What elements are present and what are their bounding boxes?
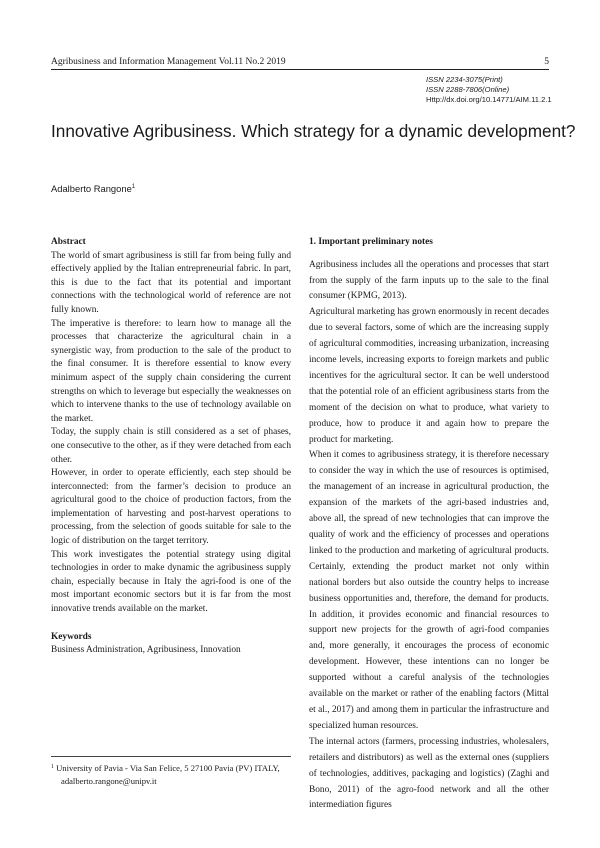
issn-online: ISSN 2288-7806(Online) xyxy=(426,85,510,94)
abstract-heading: Abstract xyxy=(51,237,86,247)
page-number: 5 xyxy=(544,57,549,67)
author-footnote-mark: 1 xyxy=(131,184,136,190)
left-column xyxy=(51,236,291,658)
body-paragraph: Agricultural marketing has grown enormously in recent decades due to several factors, some of which are the increasing supply of agricultural commodities, increasing urbanization, increasing income levels, increasing exports to foreign markets and public incentives for the agricultural sector. It can be well understood that the potential role of an efficient agribusiness starts from the moment of the decision on what to produce, what variety to produce, how to produce it and again how to prepare the product for marketing. xyxy=(309,307,550,445)
body-paragraph: When it comes to agribusiness strategy, it is therefore necessary to consider the way in which the use of resources is optimised, the management of an increase in agricultural production, the expansion of the markets of the agri-based industries and, above all, the spread of new technologies that can improve the quality of work and the efficiency of processes and operations linked to the production and marketing of agricultural products. Certainly, extending the product market not only within national borders but also outside the country helps to increase business opportunities and, therefore, the demand for products. In addition, it provides economic and financial resources to support new projects for the growth of agri-food companies and, more generally, it encourages the process of economic development. However, these intentions can no longer be supported without a careful analysis of the technologies available on the market or rather of the enabling factors (Mittal et al., 2017) and among them in particular the infrastructure and specialized human resources. xyxy=(309,450,549,731)
section-heading: 1. Important preliminary notes xyxy=(309,237,433,247)
abstract-paragraph: The world of smart agribusiness is still far from being fully and effectively applied by the Italian entrepreneurial fabric. In part, this is due to the fact that its potential and important connections with the technological world of reference are not fully known. xyxy=(51,250,291,315)
author-name: Adalberto Rangone xyxy=(51,183,132,194)
body-paragraph: Agribusiness includes all the operations and processes that start from the supply of the farm inputs up to the sale to the final consumer (KPMG, 2013). xyxy=(309,259,549,302)
footnote-mark: 1 xyxy=(51,764,54,770)
abstract-paragraph: This work investigates the potential strategy using digital technologies in order to make dynamic the agribusiness supply chain, especially because in Italy the agri-food is one of the most important economic sectors but it is far from the most innovative trends available on the market. xyxy=(51,549,291,615)
footnote-email[interactable]: adalberto.rangone@unipv.it xyxy=(61,776,157,786)
footnote-rule xyxy=(51,756,291,757)
keywords-text: Business Administration, Agribusiness, Innovation xyxy=(51,645,241,656)
issn-block xyxy=(426,75,552,105)
right-column xyxy=(309,236,549,814)
doi-link[interactable]: Http://dx.doi.org/10.14771/AIM.11.2.1 xyxy=(426,95,552,104)
journal-name: Agribusiness and Information Management Vol.11 No.2 2019 xyxy=(51,57,286,67)
author xyxy=(51,183,135,194)
keywords-heading: Keywords xyxy=(51,631,92,642)
abstract-paragraph: The imperative is therefore: to learn how to manage all the processes that characterize the agricultural chain in a synergistic way, from production to the sale of the product to the final consumer. It is therefore essential to know every minimum aspect of the supply chain considering the current strengths on which to leverage but especially the weaknesses on which to intervene thanks to the use of technology available on the market. xyxy=(51,318,291,424)
body-paragraph: The internal actors (farmers, processing industries, wholesalers, retailers and distributors) as well as the external ones (suppliers of technologies, additives, packaging and logistics) (Zaghi and Bono, 2011) of the agro-food network and all the other intermediation figures xyxy=(309,736,549,811)
footnote xyxy=(51,761,295,788)
abstract-paragraph: Today, the supply chain is still considered as a set of phases, one consecutive to the other, as if they were detached from each other. xyxy=(51,427,291,465)
header-rule xyxy=(51,69,549,70)
abstract-paragraph: However, in order to operate efficiently, each step should be interconnected: from the farmer’s decision to produce an agricultural good to the choice of production factors, from the implementation of harvesting and post-harvest operations to processing, from the selection of goods suitable for sale to the logic of distribution on the target territory. xyxy=(51,468,291,547)
paper-title: Innovative Agribusiness. Which strategy for a dynamic development? xyxy=(51,121,576,141)
footnote-affiliation: University of Pavia - Via San Felice, 5 27100 Pavia (PV) ITALY, xyxy=(56,763,280,773)
issn-print: ISSN 2234-3075(Print) xyxy=(426,75,503,84)
